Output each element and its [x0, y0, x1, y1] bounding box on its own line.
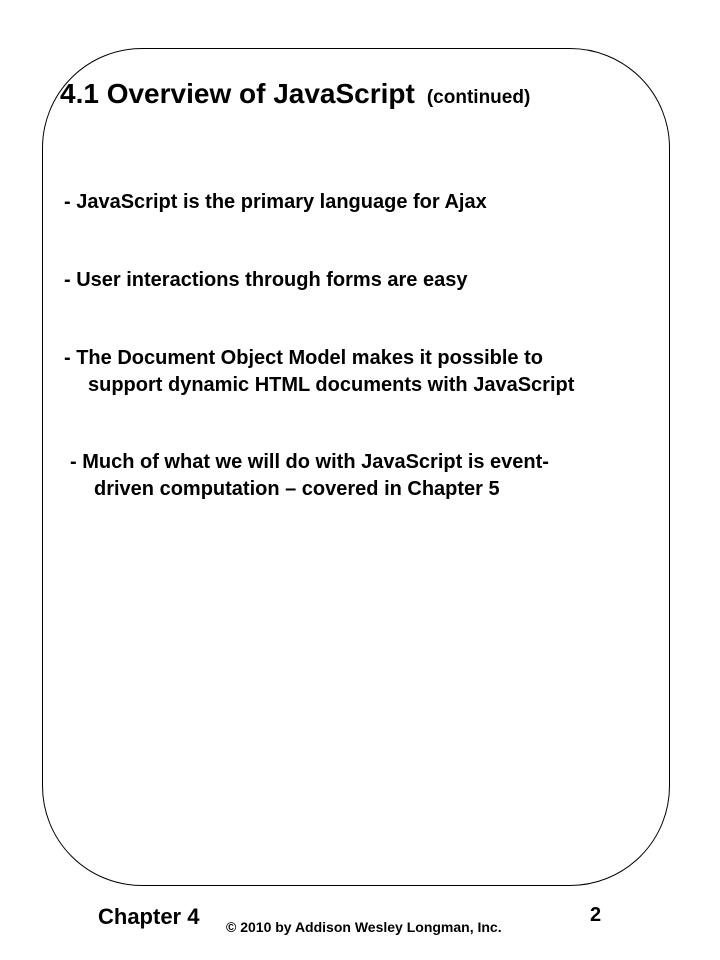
slide-title-main: 4.1 Overview of JavaScript — [60, 78, 415, 109]
slide-title — [60, 78, 530, 110]
bullet-text-continuation: support dynamic HTML documents with JavaScript — [88, 374, 575, 396]
bullet-text: - Much of what we will do with JavaScript is event- — [70, 451, 549, 473]
bullet-dom — [64, 345, 574, 399]
slide-title-suffix: (continued) — [426, 87, 531, 108]
footer-copyright: © 2010 by Addison Wesley Longman, Inc. — [226, 919, 502, 935]
bullet-text: - The Document Object Model makes it possible to — [64, 347, 543, 369]
footer-chapter: Chapter 4 — [98, 904, 200, 929]
bullet-event-driven — [70, 449, 549, 503]
bullet-forms — [64, 267, 467, 294]
bullet-text: - User interactions through forms are easy — [64, 269, 468, 291]
bullet-ajax — [64, 189, 487, 216]
bullet-text: - JavaScript is the primary language for Ajax — [64, 191, 487, 213]
page-number: 2 — [590, 904, 602, 926]
bullet-text-continuation: driven computation – covered in Chapter 5 — [94, 478, 500, 500]
